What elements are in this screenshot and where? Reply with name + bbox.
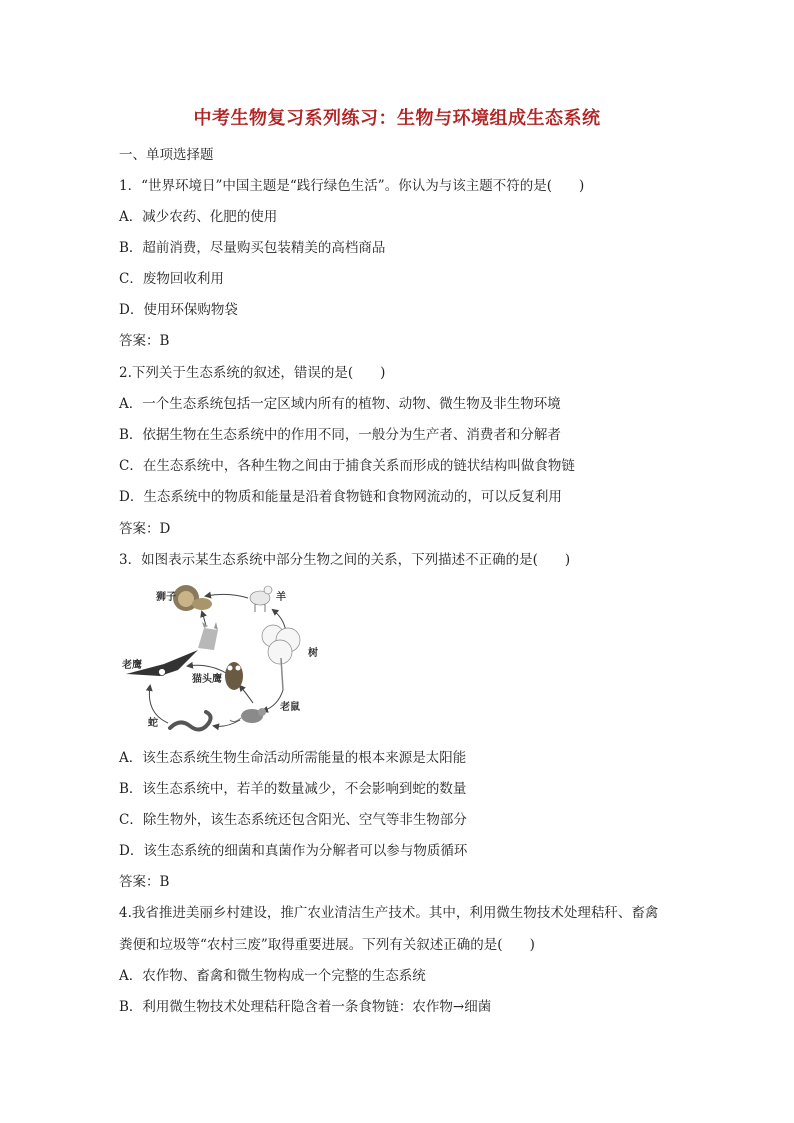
food-web-diagram — [118, 578, 328, 740]
question-4-option-b: B．利用微生物技术处理秸秆隐含着一条食物链：农作物→细菌 — [119, 999, 492, 1015]
question-1-stem: 1．“世界环境日”中国主题是“践行绿色生活”。你认为与该主题不符的是( ) — [119, 178, 585, 194]
sheep-icon — [250, 586, 272, 612]
question-3-option-a: A．该生态系统生物生命活动所需能量的根本来源是太阳能 — [119, 750, 467, 766]
question-2-option-a: A．一个生态系统包括一定区域内所有的植物、动物、微生物及非生物环境 — [119, 396, 561, 412]
owl-icon — [225, 662, 243, 690]
page-title: 中考生物复习系列练习：生物与环境组成生态系统 — [193, 108, 601, 129]
snake-icon — [170, 712, 211, 730]
question-1-option-a: A．减少农药、化肥的使用 — [119, 209, 278, 225]
tree-icon — [262, 625, 300, 690]
label-sheep: 羊 — [276, 592, 286, 603]
question-2-option-c: C．在生态系统中，各种生物之间由于捕食关系而形成的链状结构叫做食物链 — [119, 458, 575, 474]
label-mouse: 老鼠 — [280, 702, 300, 713]
arrow-sheep-to-lion — [206, 594, 248, 598]
question-3-option-d: D．该生态系统的细菌和真菌作为分解者可以参与物质循环 — [119, 843, 468, 859]
arrow-mouse-to-owl — [240, 686, 253, 703]
question-4-option-a: A．农作物、畜禽和微生物构成一个完整的生态系统 — [119, 968, 426, 984]
food-web-svg — [118, 578, 328, 740]
question-1-answer: 答案：B — [119, 333, 170, 349]
question-1-option-d: D．使用环保购物袋 — [119, 302, 238, 318]
question-3-option-b: B．该生态系统中，若羊的数量减少，不会影响到蛇的数量 — [119, 781, 467, 797]
question-1-option-c: C．废物回收利用 — [119, 271, 224, 287]
label-owl: 猫头鹰 — [192, 674, 222, 685]
label-eagle: 老鹰 — [122, 660, 142, 671]
section-heading: 一、单项选择题 — [119, 147, 214, 163]
label-lion: 狮子 — [156, 592, 176, 603]
question-4-stem-line-1: 4.我省推进美丽乡村建设，推广农业清洁生产技术。其中，利用微生物技术处理秸秆、畜禽 — [119, 905, 659, 921]
fox-icon — [198, 622, 218, 650]
label-tree: 树 — [308, 648, 318, 659]
arrow-owl-to-eagle — [188, 665, 226, 673]
lion-icon — [173, 585, 212, 611]
label-snake: 蛇 — [148, 718, 158, 729]
question-2-option-b: B．依据生物在生态系统中的作用不同，一般分为生产者、消费者和分解者 — [119, 427, 561, 443]
question-4-stem-line-2: 粪便和垃圾等“农村三废”取得重要进展。下列有关叙述正确的是( ) — [119, 937, 535, 953]
mouse-icon — [230, 708, 266, 723]
question-1-option-b: B．超前消费，尽量购买包装精美的高档商品 — [119, 240, 386, 256]
question-3-option-c: C．除生物外，该生态系统还包含阳光、空气等非生物部分 — [119, 812, 467, 828]
question-3-answer: 答案：B — [119, 874, 170, 890]
question-2-stem: 2.下列关于生态系统的叙述，错误的是( ) — [119, 365, 386, 381]
question-3-stem: 3．如图表示某生态系统中部分生物之间的关系，下列描述不正确的是( ) — [119, 552, 571, 568]
question-2-option-d: D．生态系统中的物质和能量是沿着食物链和食物网流动的，可以反复利用 — [119, 489, 562, 505]
question-2-answer: 答案：D — [119, 521, 171, 537]
